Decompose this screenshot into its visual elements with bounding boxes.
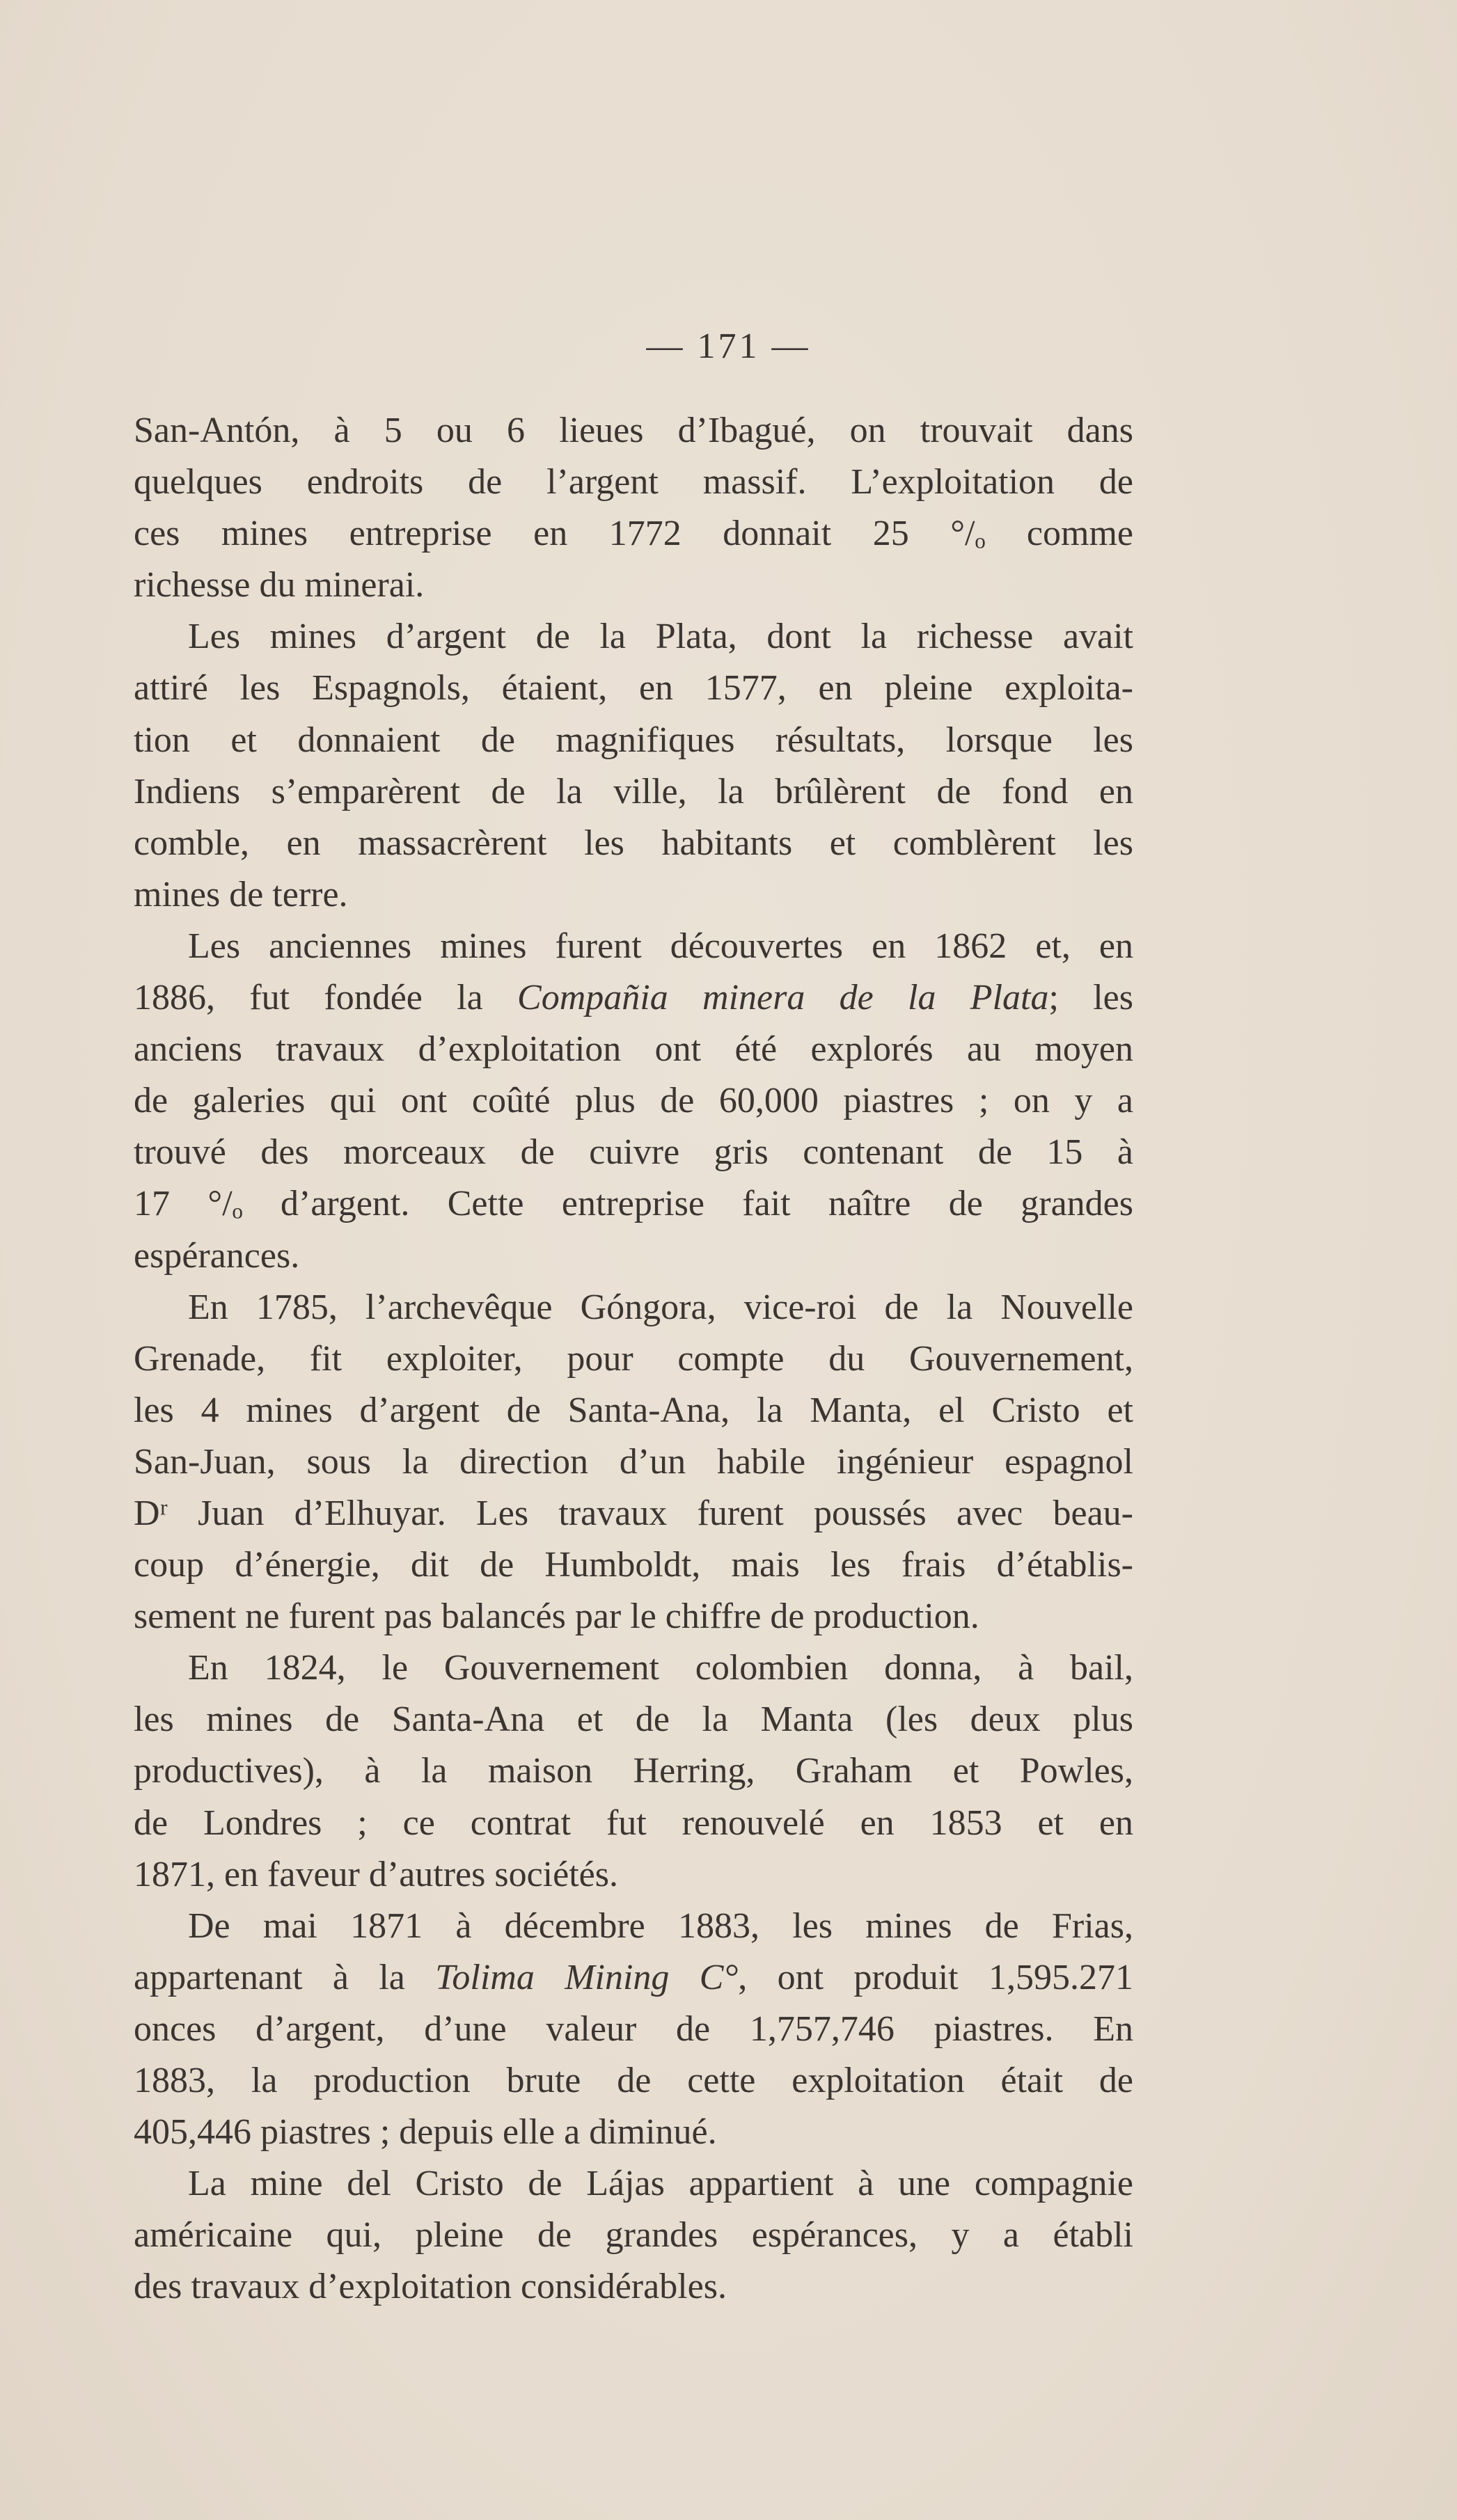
text-segment: américaine qui, pleine de grandes espérances, y a établi [134,2215,1133,2256]
text-segment: onces d’argent, d’une valeur de 1,757,746 piastres. En [134,2008,1133,2049]
text-line [134,766,1133,818]
text-line [134,1539,1133,1591]
text-line [134,972,1133,1024]
text-segment: En 1824, le Gouvernement colombien donna, à bail, [188,1648,1133,1688]
text-line [134,921,1133,972]
text-line [134,1694,1133,1745]
text-segment: ; les [1048,978,1133,1018]
text-line [134,715,1133,766]
text-line [134,405,1133,457]
text-segment: La mine del Cristo de Lájas appartient à une compagnie [188,2164,1133,2204]
text-segment: De mai 1871 à décembre 1883, les mines de Frias, [188,1905,1133,1946]
text-line [134,457,1133,508]
text-line [134,1849,1133,1901]
text-line [134,1642,1133,1694]
text-line [134,1436,1133,1488]
text-line [134,1230,1133,1282]
page-body-text [134,405,1133,2313]
text-segment: ces mines entreprise en 1772 donnait 25 °/ₒ comme [134,514,1133,554]
text-line [134,1127,1133,1178]
text-segment: Indiens s’emparèrent de la ville, la brûlèrent de fond en [134,771,1133,811]
text-segment: mines de terre. [134,874,348,914]
text-line [134,560,1133,611]
text-segment: productives), à la maison Herring, Graham et Powles, [134,1751,1133,1791]
text-line [134,1952,1133,2004]
text-line [134,611,1133,663]
page-number: — 171 — [646,326,811,366]
text-segment: 1883, la production brute de cette exploitation était de [134,2061,1133,2100]
text-segment: les mines de Santa-Ana et de la Manta (les deux plus [134,1699,1133,1740]
text-segment: San-Juan, sous la direction d’un habile ingénieur espagnol [134,1441,1133,1482]
text-line [134,1282,1133,1333]
text-segment: anciens travaux d’exploitation ont été explorés au moyen [134,1029,1133,1070]
text-segment: 1871, en faveur d’autres sociétés. [134,1854,618,1894]
text-segment: trouvé des morceaux de cuivre gris contenant de 15 à [134,1132,1133,1173]
text-segment: espérances. [134,1235,300,1276]
text-line [134,2158,1133,2210]
text-line [134,1178,1133,1230]
italic-text: Tolima Mining C° [435,1957,739,1997]
text-line [134,1385,1133,1436]
text-segment: 405,446 piastres ; depuis elle a diminué. [134,2112,717,2153]
text-line [134,1591,1133,1642]
text-line [134,818,1133,869]
text-line [134,2004,1133,2055]
text-segment: tion et donnaient de magnifiques résultats, lorsque les [134,720,1133,760]
text-line [134,2261,1133,2313]
text-line [134,1745,1133,1797]
text-line [134,1798,1133,1849]
text-segment: des travaux d’exploitation considérables. [134,2267,727,2307]
text-line [134,2055,1133,2107]
text-segment: de galeries qui ont coûté plus de 60,000 piastres ; on y a [134,1081,1133,1121]
text-line [134,1488,1133,1539]
text-segment: , ont produit 1,595.271 [738,1957,1133,1997]
text-segment: Les mines d’argent de la Plata, dont la richesse avait [188,617,1133,657]
text-line [134,1075,1133,1127]
text-segment: sement ne furent pas balancés par le chiffre de production. [134,1596,979,1637]
text-segment: attiré les Espagnols, étaient, en 1577, en pleine exploita- [134,668,1133,708]
text-segment: Grenade, fit exploiter, pour compte du Gouvernement, [134,1338,1133,1379]
text-line [134,663,1133,714]
text-line [134,2107,1133,2158]
text-line [134,1024,1133,1075]
text-line [134,1901,1133,1952]
text-line [134,2210,1133,2261]
text-segment: Les anciennes mines furent découvertes en 1862 et, en [188,926,1133,966]
text-line [134,508,1133,560]
text-segment: de Londres ; ce contrat fut renouvelé en 1853 et en [134,1802,1133,1843]
text-segment: richesse du minerai. [134,565,425,605]
text-line [134,1333,1133,1385]
text-segment: coup d’énergie, dit de Humboldt, mais les frais d’établis- [134,1545,1133,1585]
italic-text: Compañia minera de la Plata [517,978,1049,1018]
text-segment: quelques endroits de l’argent massif. L’exploitation de [134,462,1133,502]
text-segment: 1886, fut fondée la [134,978,518,1018]
text-line [134,869,1133,921]
text-segment: appartenant à la [134,1957,436,1997]
text-segment: les 4 mines d’argent de Santa-Ana, la Manta, el Cristo et [134,1390,1133,1430]
text-segment: comble, en massacrèrent les habitants et comblèrent les [134,823,1133,863]
text-segment: En 1785, l’archevêque Góngora, vice-roi de la Nouvelle [188,1287,1133,1327]
text-segment: Dʳ Juan d’Elhuyar. Les travaux furent poussés avec beau- [134,1493,1133,1533]
text-segment: 17 °/ₒ d’argent. Cette entreprise fait naître de grandes [134,1184,1133,1224]
text-segment: San-Antón, à 5 ou 6 lieues d’Ibagué, on trouvait dans [134,411,1133,450]
